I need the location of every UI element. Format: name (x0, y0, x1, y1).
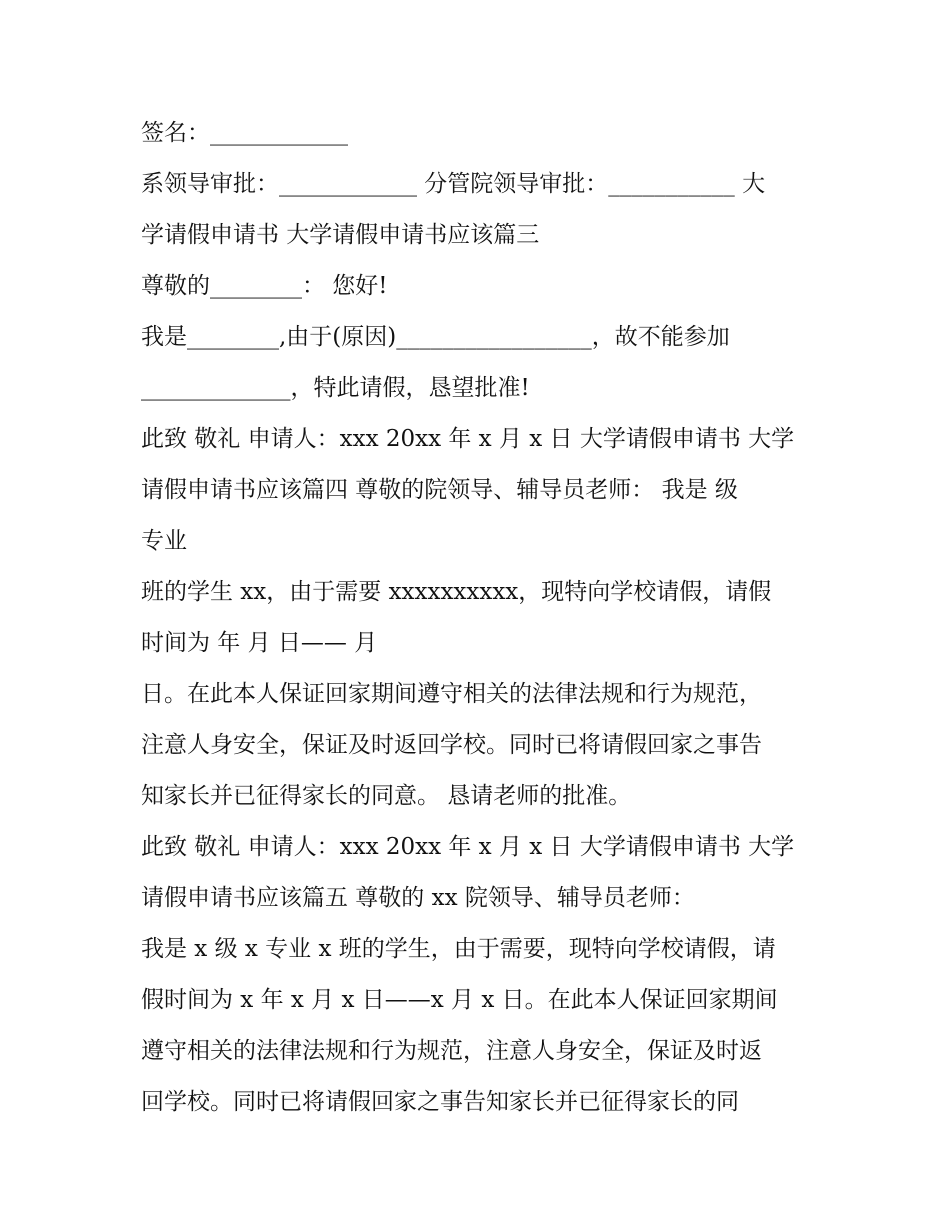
text-line: 时间为 年 月 日—— 月 (141, 630, 378, 656)
text-line: 我是 x 级 x 专业 x 班的学生，由于需要，现特向学校请假，请 (141, 936, 776, 962)
text-line: 假时间为 x 年 x 月 x 日——x 月 x 日。在此本人保证回家期间 (141, 987, 778, 1013)
text-line: 学请假申请书 大学请假申请书应该篇三 (141, 222, 540, 248)
text-line: 请假申请书应该篇五 尊敬的 xx 院领导、辅导员老师： (141, 885, 695, 911)
text-line-approval: 系领导审批：____________ 分管院领导审批：___________ 大 (141, 171, 766, 197)
text-line-closing: 此致 敬礼 申请人：xxx 20xx 年 x 月 x 日 大学请假申请书 大学 (141, 426, 795, 452)
text-line-signature: 签名：____________ (141, 120, 348, 146)
document-body (141, 108, 821, 1128)
text-line: 知家长并已征得家长的同意。 恳请老师的批准。 (141, 783, 632, 809)
text-line: 日。在此本人保证回家期间遵守相关的法律法规和行为规范， (141, 681, 762, 707)
text-line: 注意人身安全，保证及时返回学校。同时已将请假回家之事告 (141, 732, 762, 758)
text-line: 我是________,由于(原因)_________________，故不能参加 (141, 324, 730, 350)
text-line: 专业 (141, 528, 187, 554)
text-line: 遵守相关的法律法规和行为规范，注意人身安全，保证及时返 (141, 1038, 762, 1064)
text-line: 请假申请书应该篇四 尊敬的院领导、辅导员老师： 我是 级 (141, 477, 738, 503)
text-line: _____________，特此请假，恳望批准! (141, 375, 530, 401)
text-line: 回学校。同时已将请假回家之事告知家长并已征得家长的同 (141, 1089, 739, 1115)
text-line-salutation: 尊敬的________： 您好! (141, 273, 388, 299)
text-line-closing: 此致 敬礼 申请人：xxx 20xx 年 x 月 x 日 大学请假申请书 大学 (141, 834, 795, 860)
text-line: 班的学生 xx，由于需要 xxxxxxxxxx，现特向学校请假，请假 (141, 579, 772, 605)
